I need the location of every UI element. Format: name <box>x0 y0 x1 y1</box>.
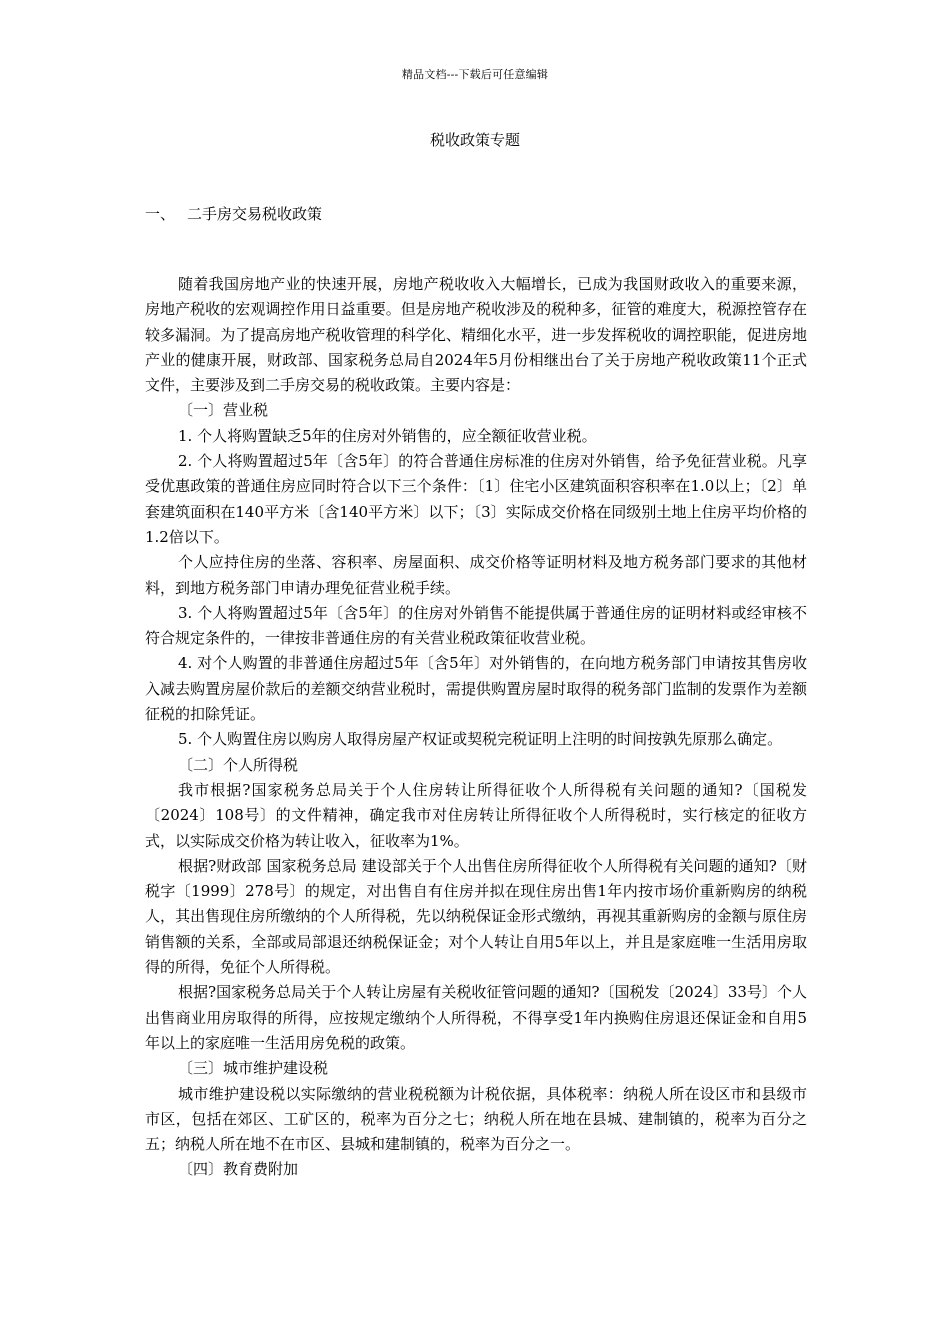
subheading-urban-construction-tax: 〔三〕城市维护建设税 <box>178 1059 329 1078</box>
paragraph-income-tax-3: 根据?国家税务总局关于个人转让房屋有关税收征管问题的通知?〔国税发〔2024〕33号〕个人出售商业用房取得的所得，应按规定缴纳个人所得税，不得享受1年内换购住房退还保证金和自用5年以上的家庭唯一生活用房免税的政策。 <box>145 983 807 1052</box>
subheading-income-tax: 〔二〕个人所得税 <box>178 755 299 774</box>
paragraph-income-tax-2: 根据?财政部 国家税务总局 建设部关于个人出售住房所得征收个人所得税有关问题的通知?〔财税字〔1999〕278号〕的规定，对出售自有住房并拟在现住房出售1年内按市场价重新购房的纳税人，其出售现住房所缴纳的个人所得税，先以纳税保证金形式缴纳，再视其重新购房的金额与原住房销售额的关系，全部或局部退还纳税保证金；对个人转让自用5年以上，并且是家庭唯一生活用房取得的所得，免征个人所得税。 <box>145 856 807 977</box>
section-title: 二手房交易税收政策 <box>187 205 323 223</box>
section-heading <box>145 203 322 225</box>
paragraph-item-4: 4. 对个人购置的非普通住房超过5年〔含5年〕对外销售的，在向地方税务部门申请按其售房收入减去购置房屋价款后的差额交纳营业税时，需提供购置房屋时取得的税务部门监制的发票作为差额征税的扣除凭证。 <box>145 654 807 724</box>
paragraph-materials: 个人应持住房的坐落、容积率、房屋面积、成交价格等证明材料及地方税务部门要求的其他材料，到地方税务部门申请办理免征营业税手续。 <box>145 553 807 597</box>
document-body <box>145 272 807 1183</box>
page-title: 税收政策专题 <box>429 131 520 149</box>
header-note: 精品文档---下载后可任意编辑 <box>401 68 549 81</box>
subheading-education-surcharge: 〔四〕教育费附加 <box>178 1160 299 1179</box>
paragraph-item-2: 2. 个人将购置超过5年〔含5年〕的符合普通住房标准的住房对外销售，给予免征营业税。凡享受优惠政策的普通住房应同时符合以下三个条件：〔1〕住宅小区建筑面积容积率在1.0以上；〔2〕单套建筑面积在140平方米〔含140平方米〕以下；〔3〕实际成交价格在同级别土地上住房平均价格的1.2倍以下。 <box>145 452 807 546</box>
paragraph-item-1: 1. 个人将购置缺乏5年的住房对外销售的，应全额征收营业税。 <box>178 426 597 445</box>
subheading-business-tax: 〔一〕营业税 <box>178 401 269 420</box>
section-number: 一、 <box>145 205 176 223</box>
paragraph-intro: 随着我国房地产业的快速开展，房地产税收收入大幅增长，已成为我国财政收入的重要来源，房地产税收的宏观调控作用日益重要。但是房地产税收涉及的税种多，征管的难度大，税源控管存在较多漏洞。为了提高房地产税收管理的科学化、精细化水平，进一步发挥税收的调控职能，促进房地产业的健康开展，财政部、国家税务总局自2024年5月份相继出台了关于房地产税收政策11个正式文件，主要涉及到二手房交易的税收政策。主要内容是： <box>145 275 807 395</box>
paragraph-item-3: 3. 个人将购置超过5年〔含5年〕的住房对外销售不能提供属于普通住房的证明材料或经审核不符合规定条件的，一律按非普通住房的有关营业税政策征收营业税。 <box>145 603 807 648</box>
paragraph-item-5: 5. 个人购置住房以购房人取得房屋产权证或契税完税证明上注明的时间按孰先原那么确定。 <box>178 730 783 749</box>
paragraph-urban-construction-tax: 城市维护建设税以实际缴纳的营业税税额为计税依据，具体税率：纳税人所在设区市和县级市市区，包括在郊区、工矿区的，税率为百分之七；纳税人所在地在县城、建制镇的，税率为百分之五；纳税人所在地不在市区、县城和建制镇的，税率为百分之一。 <box>145 1084 807 1154</box>
paragraph-income-tax-1: 我市根据?国家税务总局关于个人住房转让所得征收个人所得税有关问题的通知?〔国税发〔2024〕108号〕的文件精神，确定我市对住房转让所得征收个人所得税时，实行核定的征收方式，以实际成交价格为转让收入，征收率为1%。 <box>145 780 807 850</box>
